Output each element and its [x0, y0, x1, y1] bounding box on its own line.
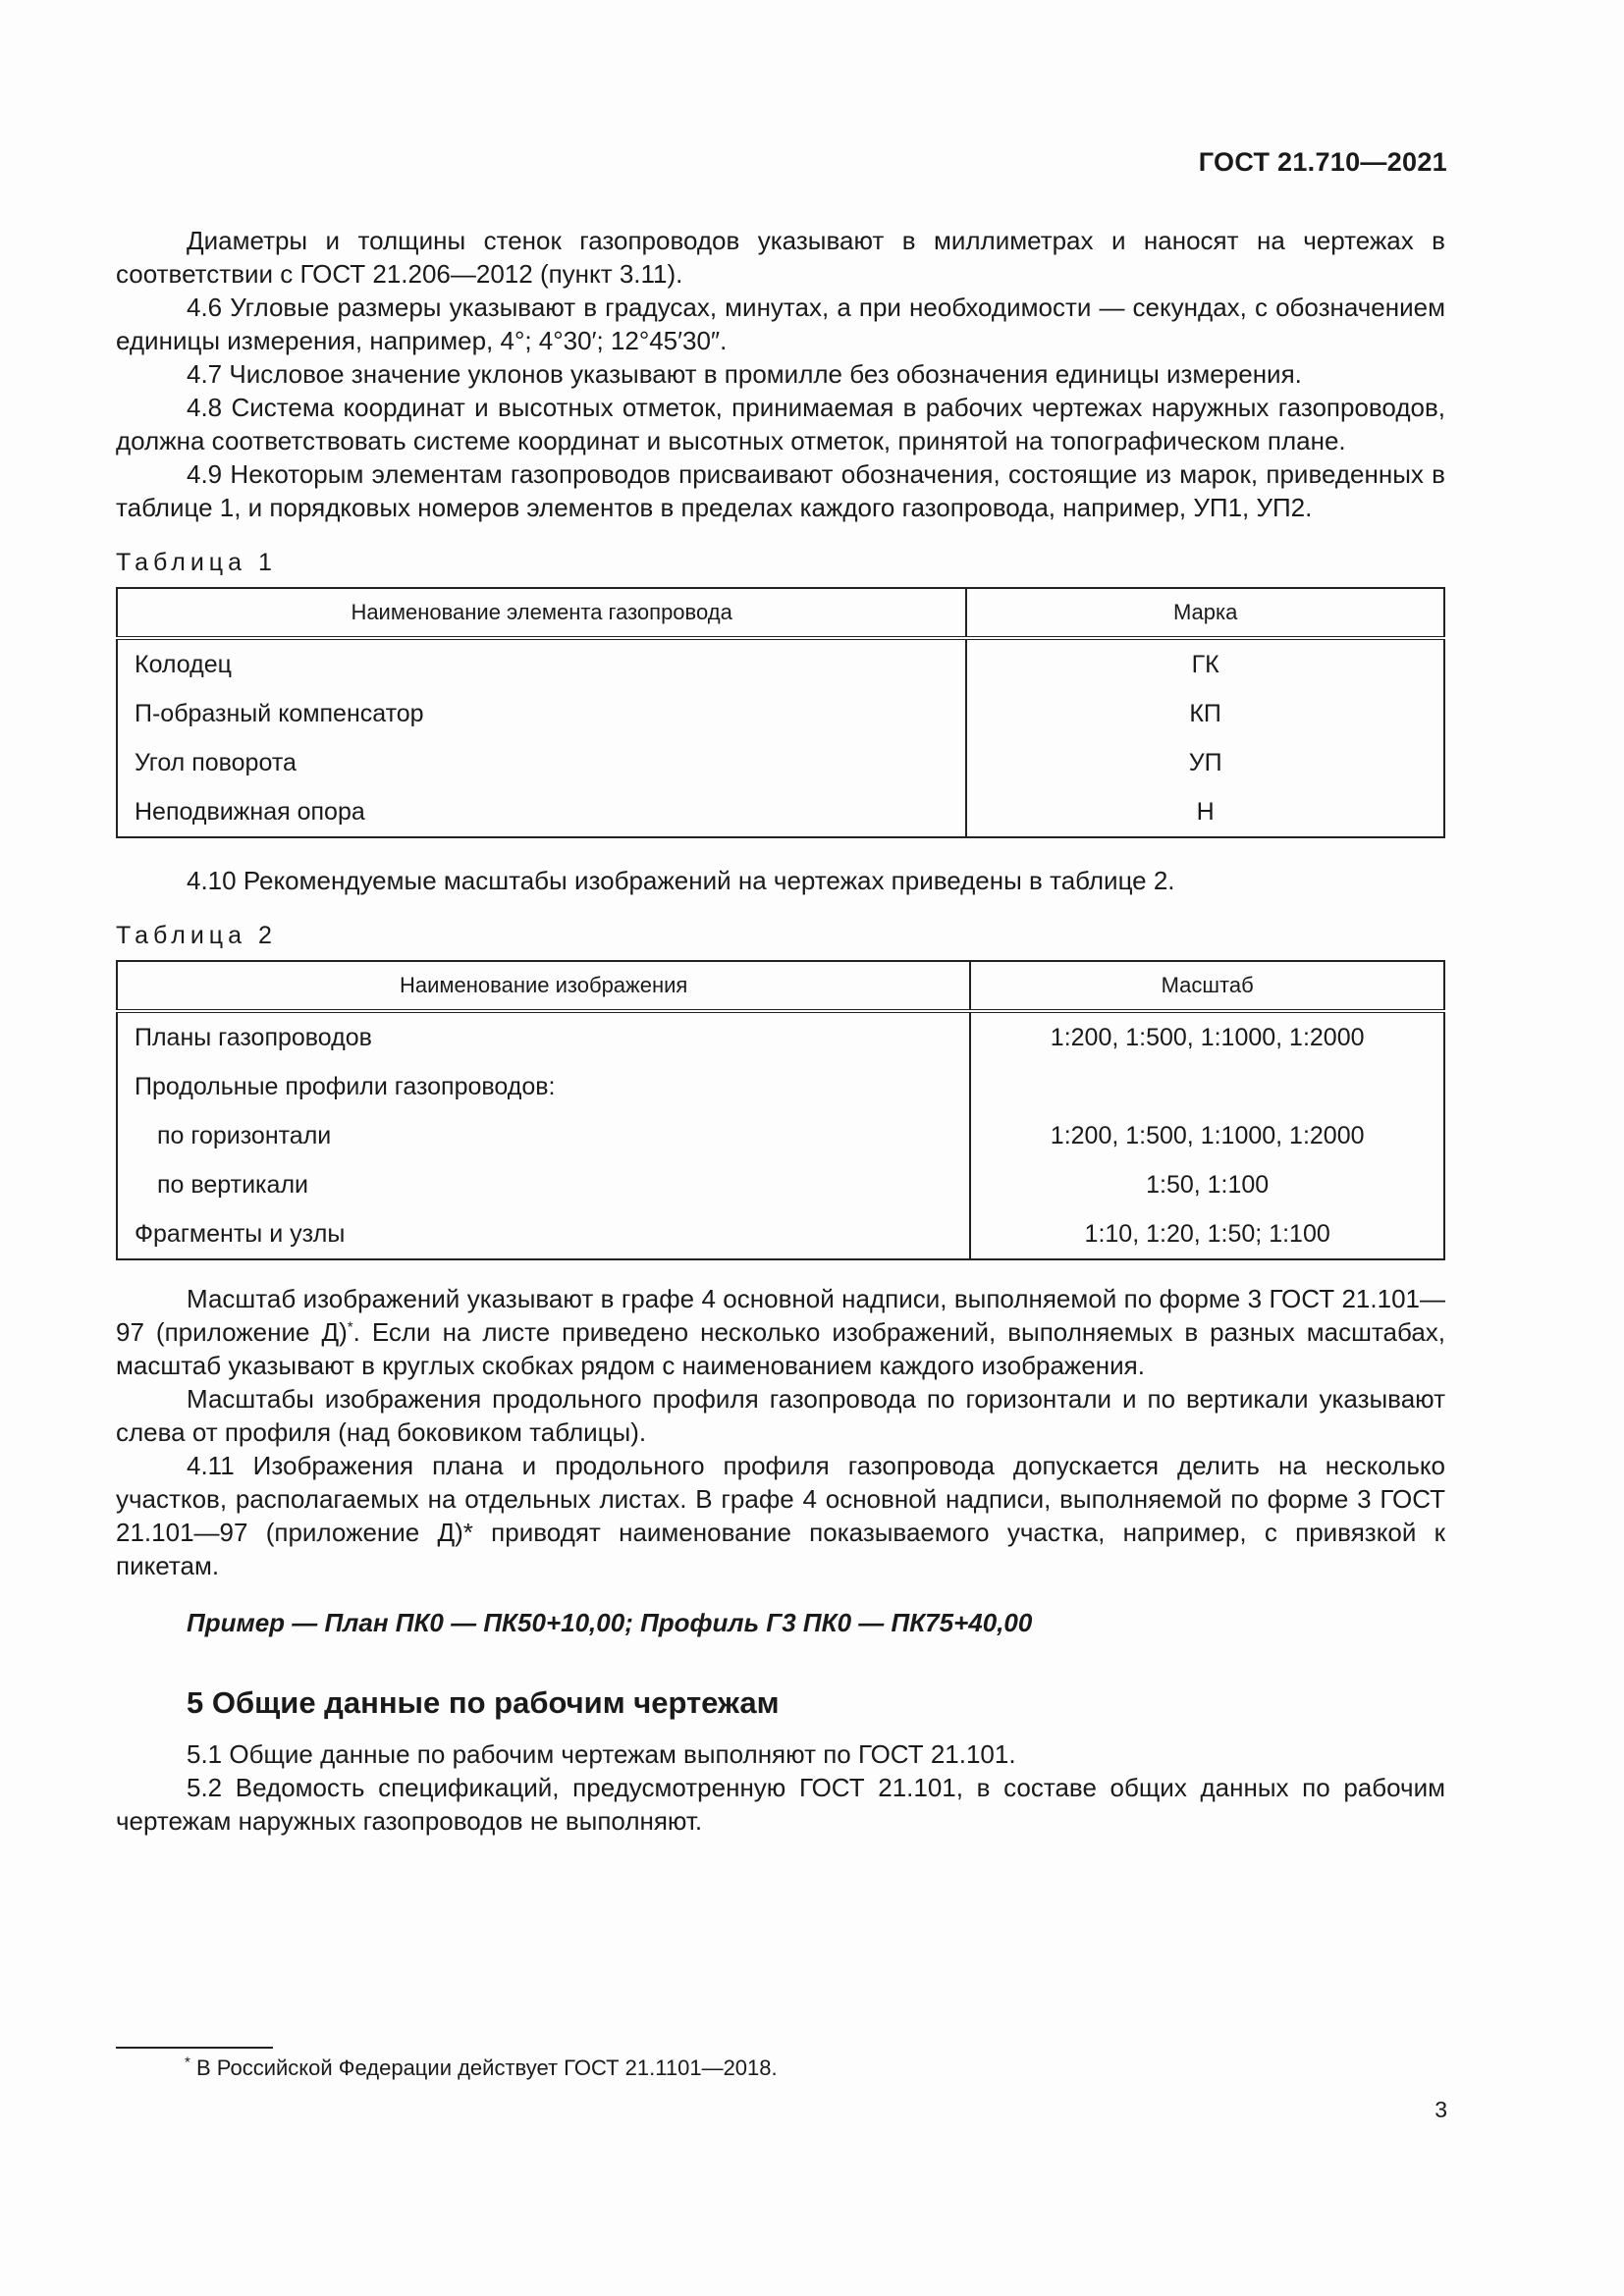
table-cell: [970, 1062, 1444, 1111]
footnote-text: В Российской Федерации действует ГОСТ 21.1101—2018.: [195, 2056, 778, 2080]
table-header-row: [117, 588, 1444, 638]
section-5-heading: 5 Общие данные по рабочим чертежам: [187, 1685, 780, 1720]
table-header-cell: Марка: [966, 588, 1444, 638]
table-cell: Неподвижная опора: [135, 798, 365, 826]
paragraph-4-6: 4.6 Угловые размеры указывают в градусах, минутах, а при необходимости — секундах, с обозначением единицы измерения, например, 4°; 4°30′; 12°45′30″.: [116, 293, 1445, 355]
table-1: [116, 587, 1445, 838]
table-row: [117, 638, 1444, 689]
footnote-mark: *: [185, 2054, 190, 2071]
table-header-cell: Наименование изображения: [117, 961, 970, 1011]
paragraph-4-10: 4.10 Рекомендуемые масштабы изображений на чертежах приведены в таблице 2.: [187, 866, 1175, 895]
paragraph-4-11: 4.11 Изображения плана и продольного профиля газопровода допускается делить на несколько участков, располагаемых на отдельных листах. В графе 4 основной надписи, выполняемой по форме 3 ГОСТ 21.101—97 (приложение Д)* приводят наименование показываемого участка, например, с привязкой к пикетам.: [116, 1451, 1445, 1580]
table-cell: 1:200, 1:500, 1:1000, 1:2000: [970, 1011, 1444, 1062]
table-row: [117, 1011, 1444, 1062]
table2-caption: Таблица 2: [116, 922, 277, 949]
table-row: [117, 1062, 1444, 1111]
paragraph-scale: [116, 1282, 1445, 1382]
table-row: [117, 1111, 1444, 1160]
table-cell: Угол поворота: [135, 749, 297, 776]
paragraph-profile: Масштабы изображения продольного профиля газопровода по горизонтали и по вертикали указывают слева от профиля (над боковиком таблицы).: [116, 1384, 1445, 1447]
table-cell: по горизонтали: [157, 1122, 332, 1149]
document-id: ГОСТ 21.710—2021: [1198, 147, 1447, 177]
table-cell: КП: [966, 689, 1444, 738]
table-cell: Продольные профили газопроводов:: [135, 1073, 556, 1100]
table-2: [116, 960, 1445, 1260]
table-cell: Фрагменты и узлы: [135, 1220, 346, 1248]
table-row: [117, 1160, 1444, 1209]
table-cell: ГК: [966, 638, 1444, 689]
table-cell: П-образный компенсатор: [135, 700, 424, 727]
paragraph-diameters: Диаметры и толщины стенок газопроводов указывают в миллиметрах и наносят на чертежах в соответствии с ГОСТ 21.206—2012 (пункт 3.11).: [116, 226, 1445, 289]
table-header-cell: Наименование элемента газопровода: [117, 588, 966, 638]
table1-caption: Таблица 1: [116, 549, 277, 576]
table-cell: УП: [966, 738, 1444, 787]
paragraph-4-8: 4.8 Система координат и высотных отметок, принимаемая в рабочих чертежах наружных газопроводов, должна соответствовать системе координат и высотных отметок, принятой на топографическом плане.: [116, 393, 1445, 455]
paragraph-4-7: 4.7 Числовое значение уклонов указывают в промилле без обозначения единицы измерения.: [187, 359, 1302, 389]
table-cell: 1:200, 1:500, 1:1000, 1:2000: [970, 1111, 1444, 1160]
paragraph-scale-text-cont: . Если на листе приведено несколько изображений, выполняемых в разных масштабах, масштаб указывают в круглых скобках рядом с наименованием каждого изображения.: [116, 1317, 1445, 1380]
example-text: Пример — План ПК0 — ПК50+10,00; Профиль Г3 ПК0 — ПК75+40,00: [187, 1608, 1033, 1637]
table-row: [117, 738, 1444, 787]
paragraph-5-1: 5.1 Общие данные по рабочим чертежам выполняют по ГОСТ 21.101.: [187, 1739, 1016, 1769]
table-row: [117, 787, 1444, 837]
table-cell: Планы газопроводов: [135, 1024, 372, 1051]
footnote-divider: [116, 2047, 273, 2049]
paragraph-4-9: 4.9 Некоторым элементам газопроводов присваивают обозначения, состоящие из марок, приведенных в таблице 1, и порядковых номеров элементов в пределах каждого газопровода, например, УП1, УП2.: [116, 459, 1445, 522]
table-header-row: [117, 961, 1444, 1011]
table-cell: Н: [966, 787, 1444, 837]
page-body: [116, 224, 1445, 1838]
paragraph-scale-text: Масштаб изображений указывают в графе 4 основной надписи, выполняемой по форме 3 ГОСТ 21.101—97 (приложение Д): [116, 1284, 1445, 1347]
footnote-mark[interactable]: *: [347, 1318, 353, 1336]
table-cell: по вертикали: [157, 1171, 309, 1199]
table-cell: 1:10, 1:20, 1:50; 1:100: [970, 1209, 1444, 1259]
footnote: [185, 2056, 778, 2081]
table-cell: 1:50, 1:100: [970, 1160, 1444, 1209]
paragraph-5-2: 5.2 Ведомость спецификаций, предусмотренную ГОСТ 21.101, в составе общих данных по рабочим чертежам наружных газопроводов не выполняют.: [116, 1773, 1445, 1836]
table-header-cell: Масштаб: [970, 961, 1444, 1011]
table-row: [117, 689, 1444, 738]
table-row: [117, 1209, 1444, 1259]
page-number: 3: [1435, 2097, 1447, 2122]
table-cell: Колодец: [135, 651, 232, 678]
